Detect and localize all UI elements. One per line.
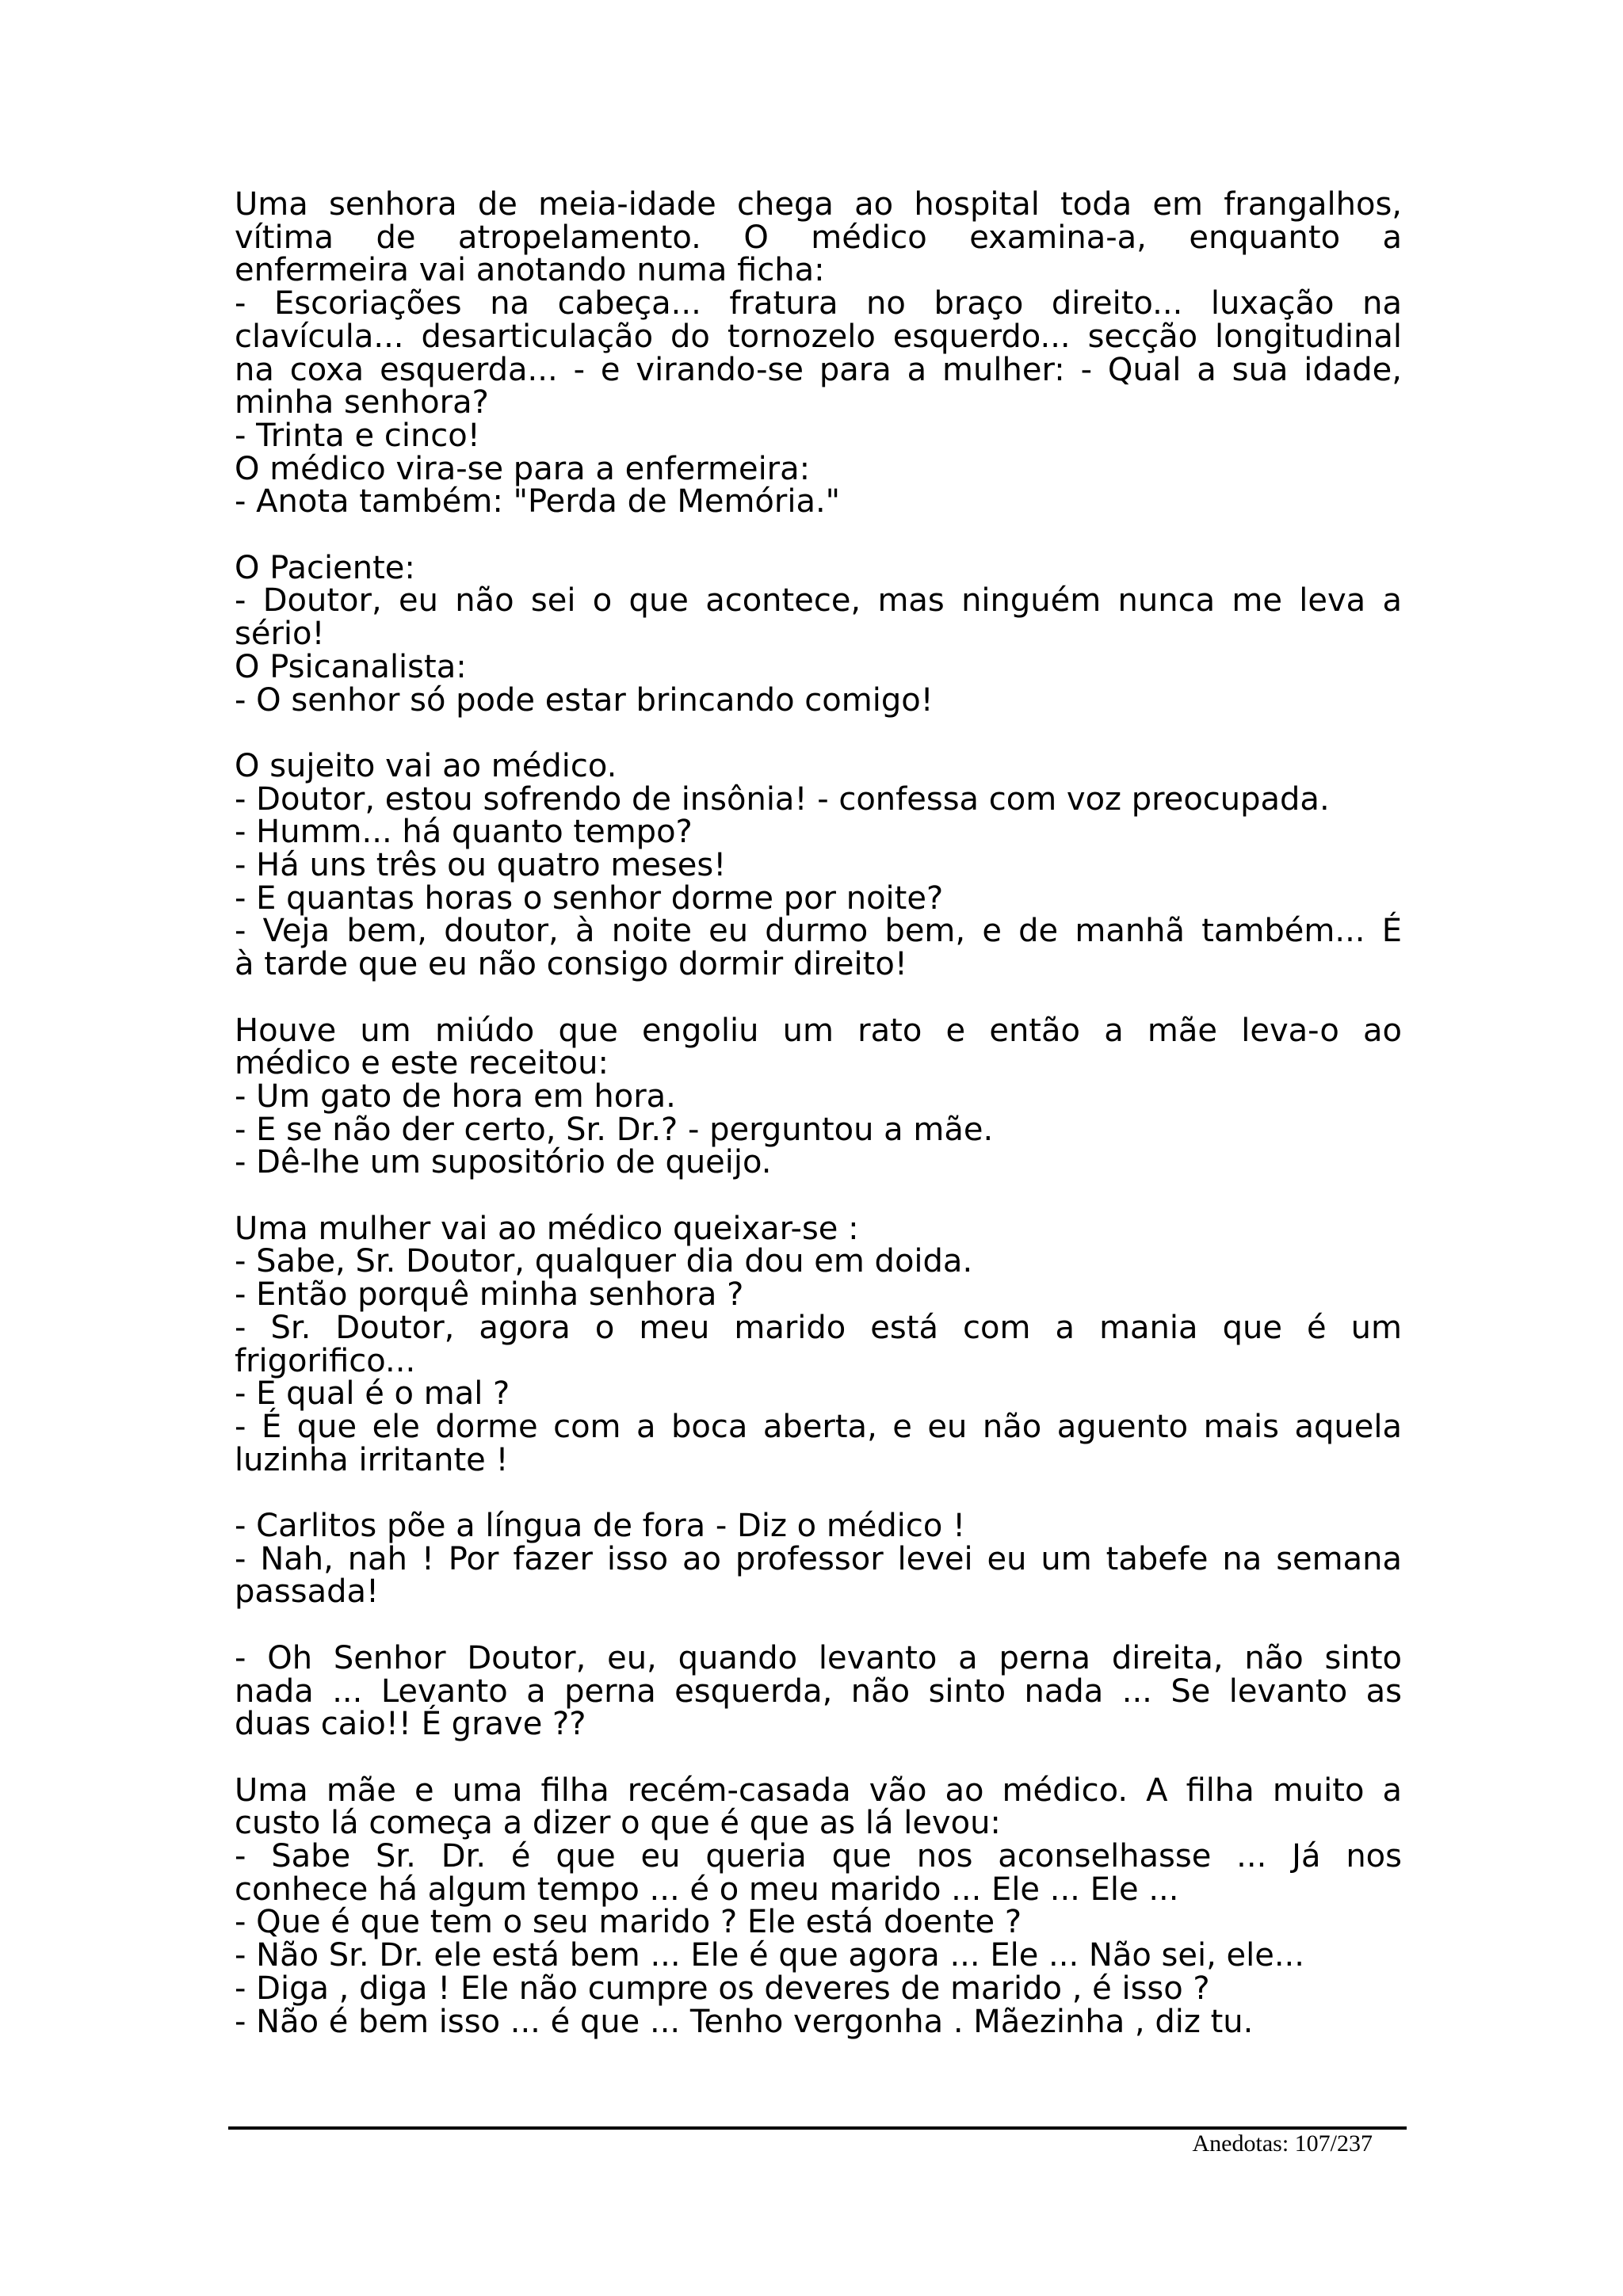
- text-line: - Diga , diga ! Ele não cumpre os deveres de marido , é isso ?: [235, 1970, 1210, 2007]
- text-line: à tarde que eu não consigo dormir direito!: [235, 946, 907, 983]
- text-block: [235, 549, 1402, 719]
- text-block: [235, 186, 1402, 521]
- text-line: - Carlitos põe a língua de fora - Diz o médico !: [235, 1508, 966, 1545]
- text-line: vítima de atropelamento. O médico examina-a, enquanto a: [235, 219, 1402, 256]
- text-line: nada ... Levanto a perna esquerda, não sinto nada ... Se levanto as: [235, 1672, 1402, 1710]
- text-line: - E quantas horas o senhor dorme por noite?: [235, 879, 944, 917]
- text-line: - Nah, nah ! Por fazer isso ao professor levei eu um tabefe na semana: [235, 1540, 1402, 1577]
- text-line: Uma senhora de meia-idade chega ao hospital toda em frangalhos,: [235, 186, 1402, 223]
- text-line: - Doutor, eu não sei o que acontece, mas ninguém nunca me leva a: [235, 582, 1402, 620]
- text-line: - Que é que tem o seu marido ? Ele está doente ?: [235, 1904, 1022, 1941]
- text-line: enfermeira vai anotando numa ficha:: [235, 252, 825, 289]
- text-line: Uma mulher vai ao médico queixar-se :: [235, 1210, 859, 1247]
- text-line: luzinha irritante !: [235, 1441, 509, 1478]
- text-line: - Dê-lhe um supositório de queijo.: [235, 1144, 772, 1181]
- text-line: - Escoriações na cabeça... fratura no braço direito... luxação na: [235, 285, 1402, 322]
- text-line: O Paciente:: [235, 549, 415, 586]
- text-block: [235, 1772, 1402, 2040]
- text-line: - Anota também: "Perda de Memória.": [235, 483, 841, 521]
- text-line: Uma mãe e uma filha recém-casada vão ao médico. A filha muito a: [235, 1772, 1402, 1809]
- text-line: custo lá começa a dizer o que é que as lá levou:: [235, 1805, 1001, 1842]
- text-line: - Sabe, Sr. Doutor, qualquer dia dou em doida.: [235, 1243, 973, 1280]
- text-line: - Veja bem, doutor, à noite eu durmo bem, e de manhã também... É: [235, 913, 1402, 950]
- text-line: O sujeito vai ao médico.: [235, 747, 617, 784]
- text-line: Houve um miúdo que engoliu um rato e então a mãe leva-o ao: [235, 1012, 1402, 1049]
- text-block: [235, 1210, 1402, 1478]
- text-line: - Não Sr. Dr. ele está bem ... Ele é que agora ... Ele ... Não sei, ele...: [235, 1937, 1304, 1974]
- text-line: - Doutor, estou sofrendo de insônia! - confessa com voz preocupada.: [235, 780, 1330, 818]
- text-line: médico e este receitou:: [235, 1045, 609, 1082]
- text-line: - Não é bem isso ... é que ... Tenho vergonha . Mãezinha , diz tu.: [235, 2003, 1254, 2040]
- text-line: - Sabe Sr. Dr. é que eu queria que nos aconselhasse ... Já nos: [235, 1838, 1402, 1875]
- text-block: [235, 1510, 1402, 1609]
- text-line: - Oh Senhor Doutor, eu, quando levanto a perna direita, não sinto: [235, 1639, 1402, 1676]
- text-line: - Há uns três ou quatro meses!: [235, 847, 727, 884]
- text-line: - É que ele dorme com a boca aberta, e eu não aguento mais aquela: [235, 1408, 1402, 1445]
- text-line: - Um gato de hora em hora.: [235, 1077, 676, 1115]
- document-body: [235, 186, 1402, 2072]
- text-line: O Psicanalista:: [235, 648, 467, 685]
- text-line: passada!: [235, 1573, 380, 1611]
- text-block: [235, 1639, 1402, 1743]
- text-block: [235, 1012, 1402, 1181]
- text-line: - Sr. Doutor, agora o meu marido está com a mania que é um: [235, 1309, 1402, 1346]
- text-line: O médico vira-se para a enfermeira:: [235, 450, 811, 487]
- text-line: - E se não der certo, Sr. Dr.? - perguntou a mãe.: [235, 1111, 994, 1148]
- footer-page-number: Anedotas: 107/237: [1192, 2130, 1373, 2157]
- text-line: - Humm... há quanto tempo?: [235, 814, 693, 851]
- text-line: - Trinta e cinco!: [235, 417, 480, 454]
- text-line: - E qual é o mal ?: [235, 1375, 510, 1413]
- text-line: - O senhor só pode estar brincando comigo!: [235, 681, 934, 719]
- text-line: duas caio!! É grave ??: [235, 1706, 586, 1743]
- text-line: clavícula... desarticulação do tornozelo esquerdo... secção longitudinal: [235, 318, 1402, 355]
- text-line: na coxa esquerda... - e virando-se para a mulher: - Qual a sua idade,: [235, 351, 1402, 388]
- text-line: minha senhora?: [235, 384, 489, 421]
- text-line: - Então porquê minha senhora ?: [235, 1276, 744, 1314]
- text-line: frigorifico...: [235, 1342, 416, 1379]
- text-block: [235, 747, 1402, 983]
- text-line: conhece há algum tempo ... é o meu marido ... Ele ... Ele ...: [235, 1871, 1179, 1908]
- text-line: sério!: [235, 616, 325, 653]
